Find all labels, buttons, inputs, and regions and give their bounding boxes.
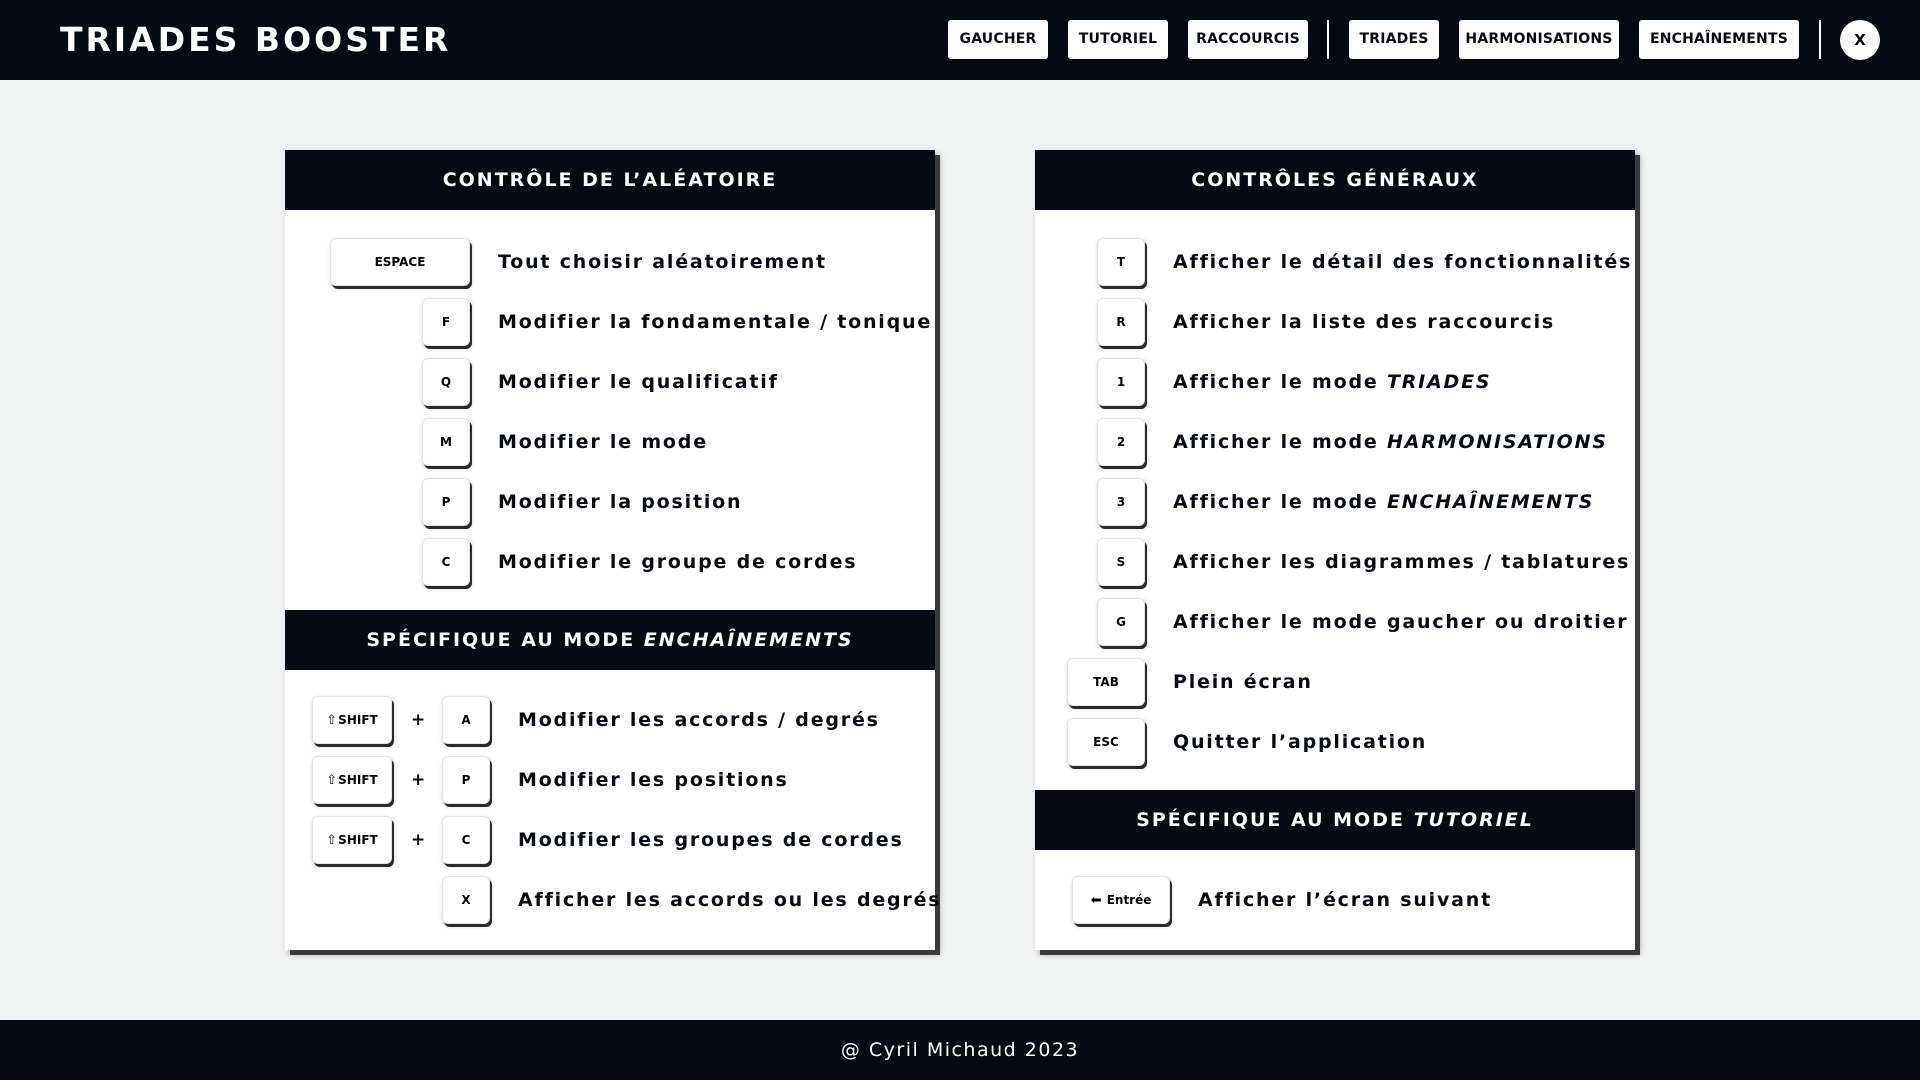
section-header-mode: TUTORIEL — [1413, 809, 1534, 831]
enter-arrow-icon: ⬅ — [1090, 893, 1102, 908]
shortcut-row — [285, 412, 935, 472]
shortcut-row — [1035, 870, 1635, 930]
shortcut-description: Modifier la position — [498, 491, 743, 513]
shortcut-description: Modifier les groupes de cordes — [518, 829, 904, 851]
nav-button-enchainements[interactable]: ENCHAÎNEMENTS — [1639, 20, 1799, 59]
footer — [0, 1020, 1920, 1080]
shortcut-description: Modifier les accords / degrés — [518, 709, 880, 731]
description-mode: HARMONISATIONS — [1386, 431, 1608, 453]
section-header-tutoriel — [1035, 790, 1635, 850]
shortcut-description: Modifier les positions — [518, 769, 789, 791]
shortcut-row — [1035, 232, 1635, 292]
key-g: G — [1097, 598, 1145, 646]
key-shift-label: SHIFT — [338, 713, 378, 727]
shortcut-description: Afficher l’écran suivant — [1198, 889, 1492, 911]
key-shift-label: SHIFT — [338, 833, 378, 847]
description-prefix: Afficher le mode — [1173, 371, 1379, 393]
shift-arrow-icon: ⇧ — [326, 773, 338, 788]
shortcut-row — [1035, 652, 1635, 712]
shortcut-row — [1035, 412, 1635, 472]
shift-arrow-icon: ⇧ — [326, 713, 338, 728]
plus-sign: + — [411, 710, 426, 730]
shortcut-description: Afficher la liste des raccourcis — [1173, 311, 1556, 333]
key-enter-label: Entrée — [1106, 893, 1152, 907]
nav-separator — [1819, 20, 1821, 59]
shortcut-description: Modifier le mode — [498, 431, 708, 453]
shortcut-description: Plein écran — [1173, 671, 1313, 693]
description-prefix: Afficher le mode — [1173, 431, 1379, 453]
shortcut-description — [1173, 412, 1608, 472]
shortcut-description: Afficher les diagrammes / tablatures — [1173, 551, 1631, 573]
key-shift — [312, 816, 392, 864]
shortcut-description: Quitter l’application — [1173, 731, 1428, 753]
key-c: C — [422, 538, 470, 586]
key-shift — [312, 756, 392, 804]
key-m: M — [422, 418, 470, 466]
key-tab: TAB — [1067, 658, 1145, 706]
shortcut-row — [1035, 292, 1635, 352]
close-button[interactable]: X — [1840, 20, 1880, 60]
shortcut-description: Afficher le mode gaucher ou droitier — [1173, 611, 1629, 633]
shortcut-row — [1035, 532, 1635, 592]
shortcut-description: Afficher les accords ou les degrés — [518, 889, 942, 911]
shortcut-row — [285, 472, 935, 532]
nav-button-harmonisations[interactable]: HARMONISATIONS — [1459, 20, 1619, 59]
section-header-enchainements — [285, 610, 935, 670]
top-bar — [0, 0, 1920, 80]
shortcut-row — [1035, 592, 1635, 652]
shortcut-row — [285, 690, 935, 750]
key-s: S — [1097, 538, 1145, 586]
shortcut-description: Tout choisir aléatoirement — [498, 251, 827, 273]
key-shift — [312, 696, 392, 744]
shortcut-description: Modifier la fondamentale / tonique — [498, 311, 933, 333]
section-header-prefix: SPÉCIFIQUE AU MODE — [366, 629, 636, 651]
right-shortcuts-panel — [1035, 150, 1635, 950]
nav-separator — [1327, 20, 1329, 59]
section-header-general: CONTRÔLES GÉNÉRAUX — [1035, 150, 1635, 210]
shortcut-row — [285, 810, 935, 870]
key-2: 2 — [1097, 418, 1145, 466]
key-t: T — [1097, 238, 1145, 286]
shortcut-description: Modifier le qualificatif — [498, 371, 779, 393]
key-q: Q — [422, 358, 470, 406]
nav-button-triades[interactable]: TRIADES — [1349, 20, 1439, 59]
nav-button-tutoriel[interactable]: TUTORIEL — [1068, 20, 1168, 59]
key-a: A — [442, 696, 490, 744]
key-espace: ESPACE — [330, 238, 470, 286]
section-header-mode: ENCHAÎNEMENTS — [643, 629, 854, 651]
shortcut-row — [1035, 712, 1635, 772]
description-prefix: Afficher le mode — [1173, 491, 1379, 513]
shortcut-description — [1173, 472, 1594, 532]
key-esc: ESC — [1067, 718, 1145, 766]
key-p: P — [422, 478, 470, 526]
section-header-random: CONTRÔLE DE L’ALÉATOIRE — [285, 150, 935, 210]
key-c: C — [442, 816, 490, 864]
shift-arrow-icon: ⇧ — [326, 833, 338, 848]
nav-button-raccourcis[interactable]: RACCOURCIS — [1188, 20, 1308, 59]
shortcut-row — [285, 292, 935, 352]
shortcut-description — [1173, 352, 1491, 412]
plus-sign: + — [411, 830, 426, 850]
description-mode: ENCHAÎNEMENTS — [1386, 491, 1595, 513]
app-title: TRIADES BOOSTER — [60, 20, 452, 59]
key-enter — [1072, 876, 1170, 924]
shortcut-description: Modifier le groupe de cordes — [498, 551, 858, 573]
key-r: R — [1097, 298, 1145, 346]
shortcut-row — [285, 352, 935, 412]
shortcut-description: Afficher le détail des fonctionnalités — [1173, 251, 1633, 273]
description-mode: TRIADES — [1386, 371, 1492, 393]
key-1: 1 — [1097, 358, 1145, 406]
plus-sign: + — [411, 770, 426, 790]
key-f: F — [422, 298, 470, 346]
shortcut-row — [1035, 352, 1635, 412]
nav-button-gaucher[interactable]: GAUCHER — [948, 20, 1048, 59]
key-3: 3 — [1097, 478, 1145, 526]
key-p: P — [442, 756, 490, 804]
shortcut-row — [1035, 472, 1635, 532]
shortcut-row — [285, 750, 935, 810]
footer-copyright: @ Cyril Michaud 2023 — [840, 1039, 1080, 1061]
key-x: X — [442, 876, 490, 924]
shortcut-row — [285, 232, 935, 292]
left-shortcuts-panel — [285, 150, 942, 950]
shortcut-row — [285, 532, 935, 592]
shortcut-row — [285, 870, 942, 930]
section-header-prefix: SPÉCIFIQUE AU MODE — [1136, 809, 1405, 831]
key-shift-label: SHIFT — [338, 773, 378, 787]
